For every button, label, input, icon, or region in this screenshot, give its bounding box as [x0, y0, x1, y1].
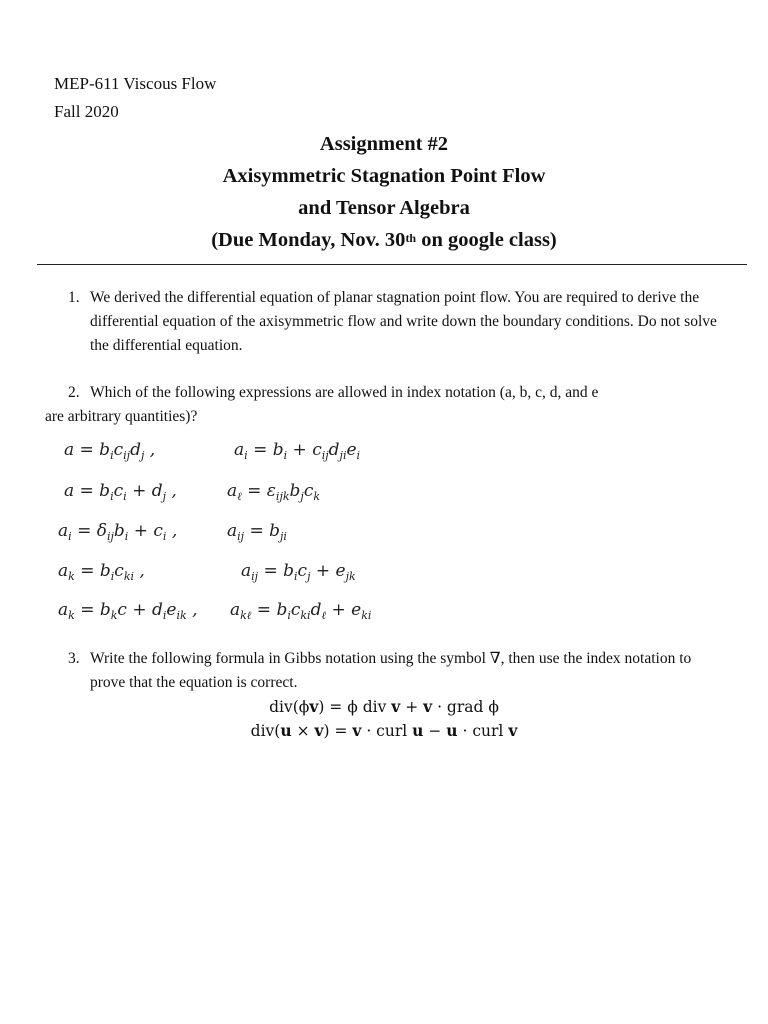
question-text-line-2: are arbitrary quantities)? [45, 408, 198, 425]
question-text-line-1: Which of the following expressions are allowed in index notation (a, b, c, d, and e [90, 384, 599, 401]
expression-right-2: $a_\ell = \varepsilon_{ijk}b_jc_k$ [227, 481, 321, 503]
question-2 [45, 381, 725, 429]
expression-right-1: $a_i = b_i + c_{ij}d_{ji}e_i$ [234, 440, 361, 462]
course-term: Fall 2020 [54, 102, 119, 121]
due-text-tail: on google class) [416, 229, 557, 251]
expression-right-3: $a_{ij} = b_{ji}$ [227, 521, 287, 543]
formula-1: div(ϕv) = ϕ div v + v · grad ϕ [269, 697, 499, 716]
title-line-2: Axisymmetric Stagnation Point Flow [222, 165, 546, 187]
expression-right-5: $a_{k\ell} = b_ic_{ki}d_\ell + e_{ki}$ [230, 600, 372, 622]
title-line-1: Assignment #2 [319, 133, 449, 155]
expression-left-3: $a_i = \delta_{ij}b_i + c_i$ , [58, 521, 178, 543]
expression-left-2: $a = b_ic_i + d_j$ , [64, 481, 177, 503]
due-text: (Due Monday, Nov. 30 [211, 229, 406, 251]
question-number: 2. [68, 384, 80, 401]
formula-2: div(u × v) = v · curl u − u · curl v [250, 721, 518, 740]
course-name: MEP-611 Viscous Flow [54, 74, 217, 93]
question-1 [68, 286, 728, 358]
expression-left-5: $a_k = b_kc + d_ie_{ik}$ , [58, 600, 198, 622]
expression-right-4: $a_{ij} = b_ic_j + e_{jk}$ [241, 561, 356, 583]
expression-left-1: $a = b_ic_{ij}d_j$ , [64, 440, 156, 462]
expression-left-4: $a_k = b_ic_{ki}$ , [58, 561, 145, 583]
assignment-title [0, 128, 768, 256]
question-text: We derived the differential equation of planar stagnation point flow. You are required to derive the differential equation of the axisymmetric flow and write down the boundary conditions. Do not solve the differential equation. [90, 289, 717, 354]
due-superscript: th [405, 231, 417, 245]
course-header [54, 70, 216, 126]
title-line-4 [0, 224, 768, 256]
question-text: Write the following formula in Gibbs notation using the symbol ∇, then use the index notation to prove that the equation is correct. [90, 650, 692, 691]
question-number: 1. [68, 289, 80, 306]
question-3 [68, 647, 728, 695]
title-line-3: and Tensor Algebra [298, 197, 470, 219]
question-number: 3. [68, 650, 80, 667]
divider-line [37, 264, 747, 265]
